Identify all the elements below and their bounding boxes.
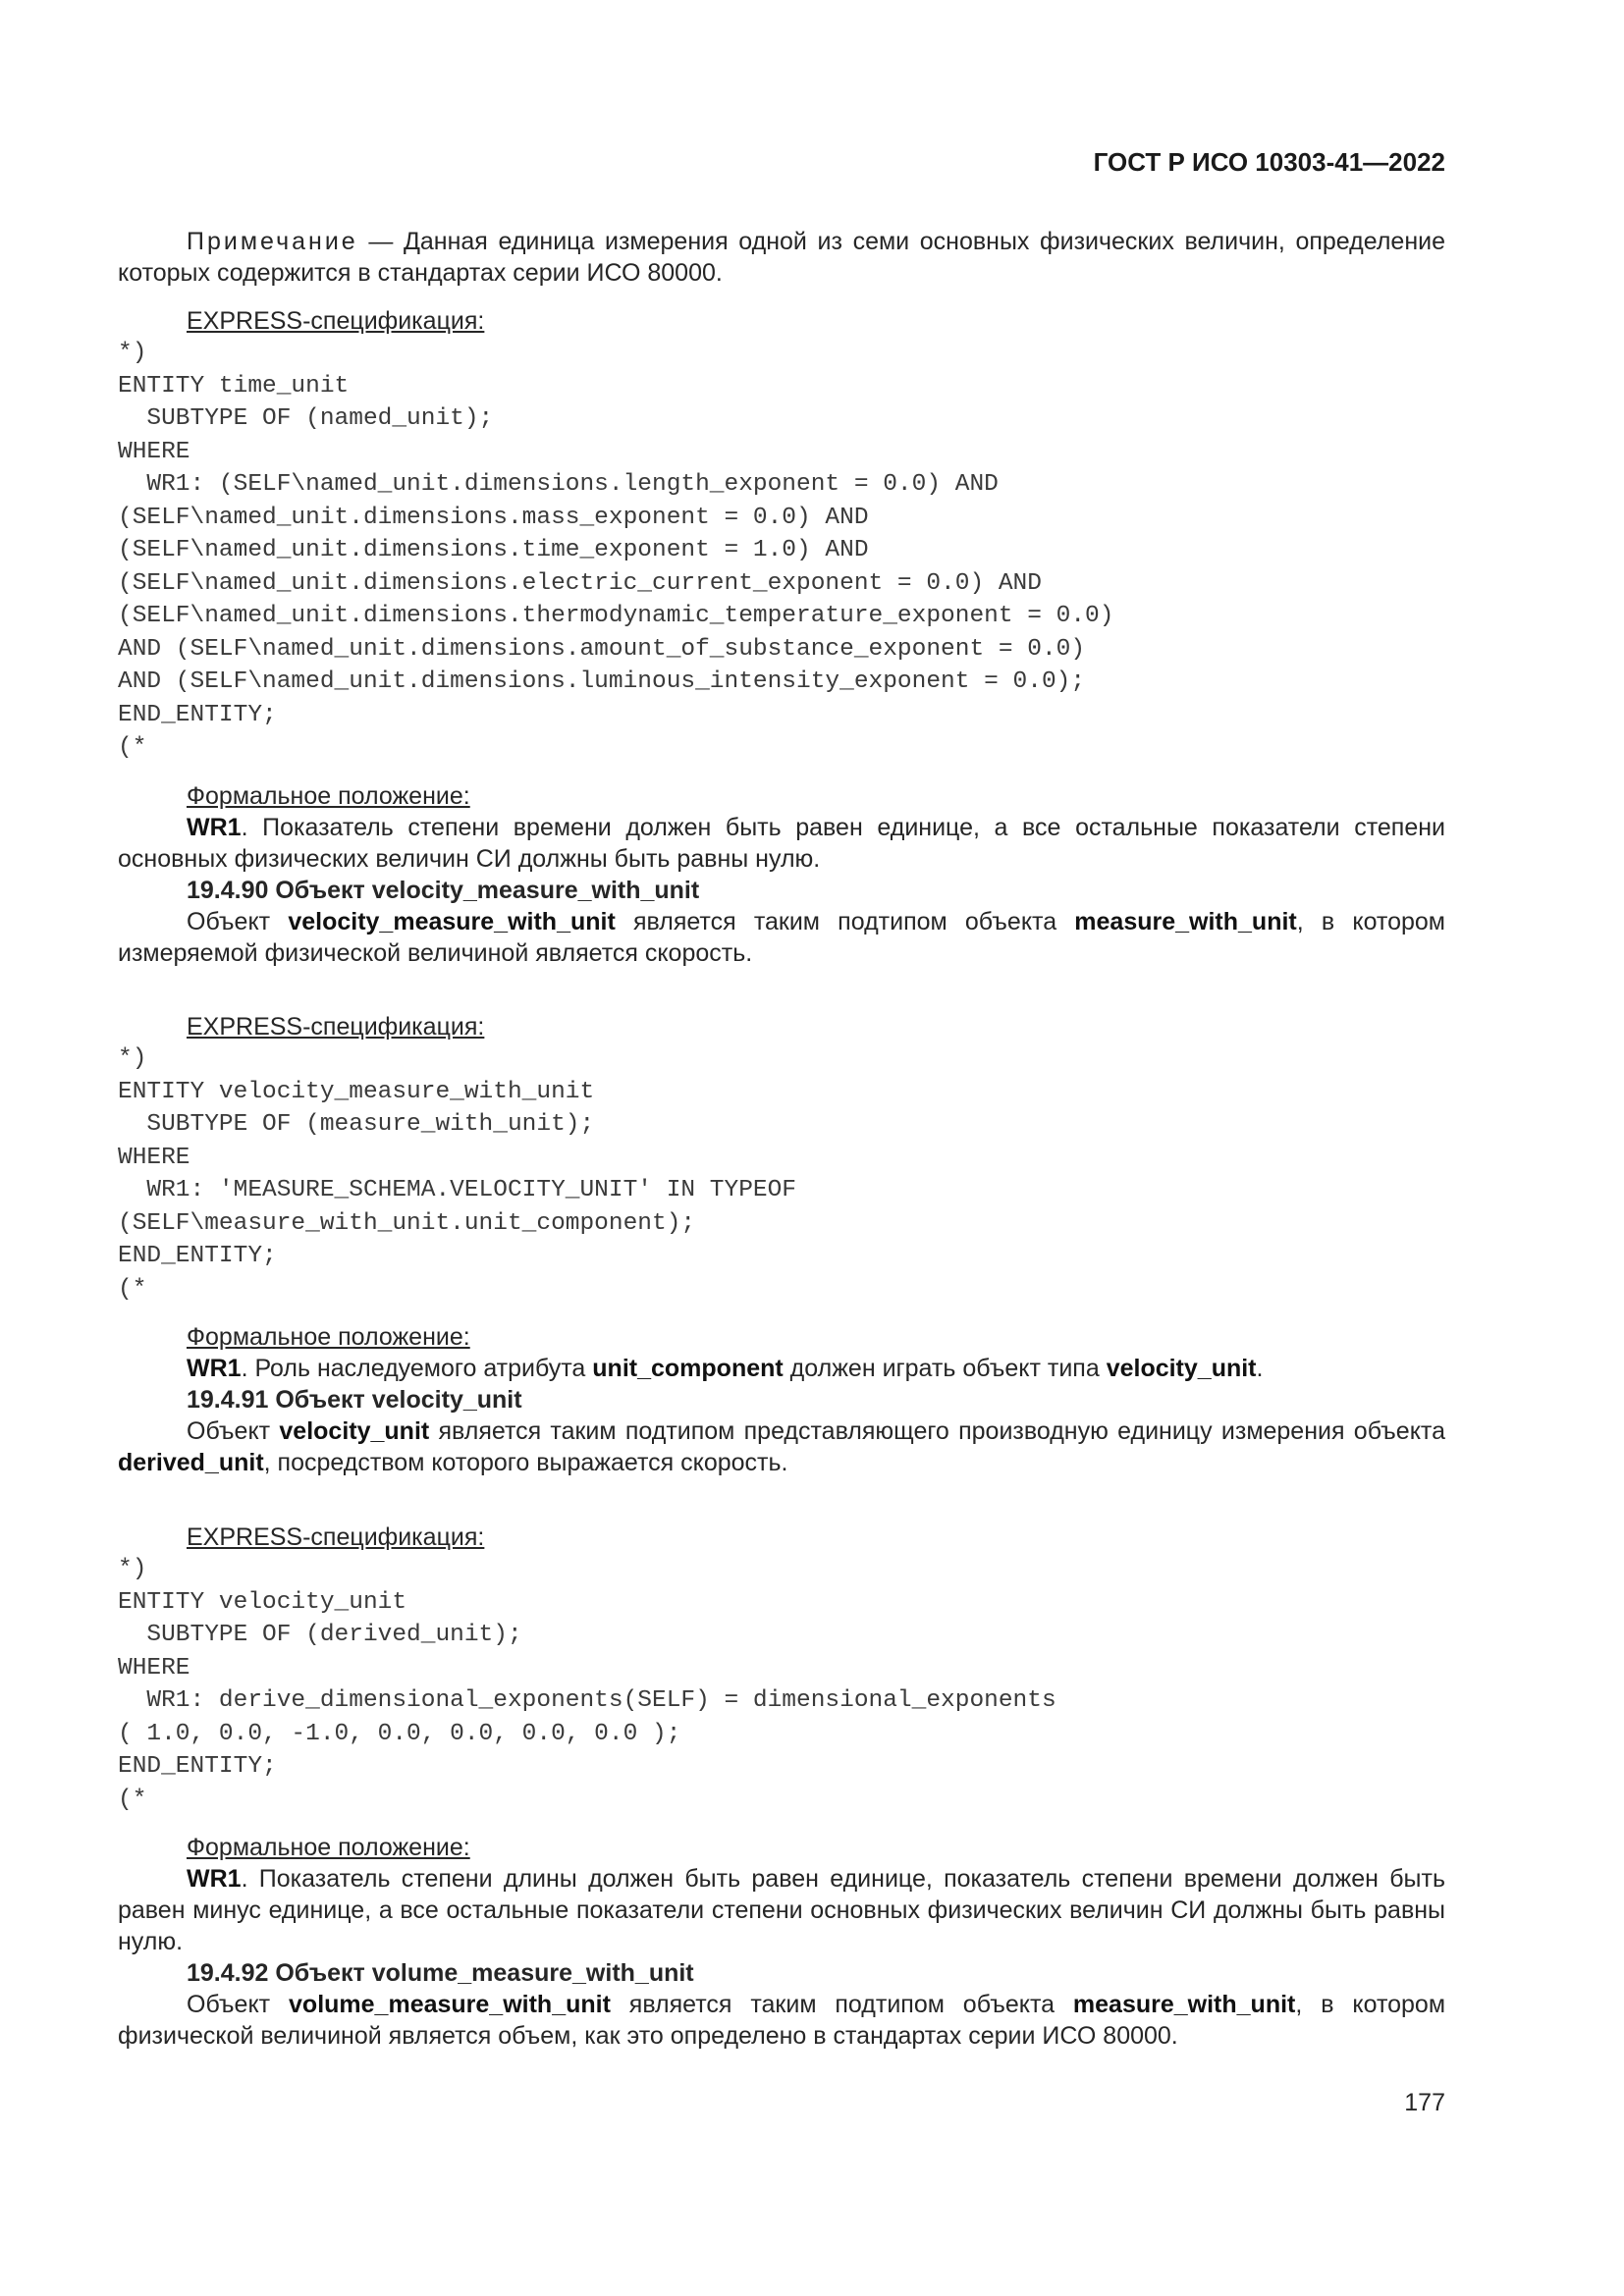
desc-text: является таким подтипом представляющего производную единицу измерения объекта [429, 1417, 1445, 1445]
volume-measure-description [118, 1989, 1445, 2052]
express-spec-label: EXPRESS-спецификация: [187, 1523, 485, 1551]
velocity-unit-description [118, 1415, 1445, 1478]
wr1-text: . [1256, 1355, 1264, 1382]
velocity-unit-code: *) ENTITY velocity_unit SUBTYPE OF (derived_unit); WHERE WR1: derive_dimensional_exponents(SELF) = dimensional_exponents ( 1.0, 0.0, -1.0, 0.0, 0.0, 0.0, 0.0 ); END_ENTITY; (* [118, 1556, 1056, 1813]
section-heading-19-4-90: 19.4.90 Объект velocity_measure_with_unit [187, 877, 700, 904]
time-unit-code: *) ENTITY time_unit SUBTYPE OF (named_unit); WHERE WR1: (SELF\named_unit.dimensions.length_exponent = 0.0) AND (SELF\named_unit.dimensions.mass_exponent = 0.0) AND (SELF\named_unit.dimensions.time_exponent = 1.0) AND (SELF\named_unit.dimensions.electric_current_exponent = 0.0) AND (SELF\named_unit.dimensions.thermodynamic_temperature_exponent = 0.0) AND (SELF\named_unit.dimensions.amount_of_substance_exponent = 0.0) AND (SELF\named_unit.dimensions.luminous_intensity_exponent = 0.0); END_ENTITY; (* [118, 340, 1114, 761]
entity-name: velocity_unit [1106, 1355, 1257, 1382]
wr1-label: WR1 [187, 1865, 242, 1893]
formal-label: Формальное положение: [187, 782, 470, 810]
document-header: ГОСТ Р ИСО 10303-41—2022 [1093, 147, 1445, 177]
note-label: Примечание [187, 228, 358, 255]
wr1-text: . Показатель степени длины должен быть равен единице, показатель степени времени должен быть равен минус единице, а все остальные показатели степени основных физических величин СИ должны быть равны нулю. [118, 1865, 1445, 1955]
velocity-unit-formal-block [118, 1832, 1445, 2052]
desc-text: , в котором измеряемой физической величиной является скорость. [118, 908, 1445, 967]
wr1-label: WR1 [187, 1355, 242, 1382]
desc-text: является таким подтипом объекта [615, 908, 1075, 935]
desc-text: является таким подтипом объекта [610, 1991, 1073, 2018]
wr1-text: должен играть объект типа [783, 1355, 1107, 1382]
desc-text: Объект [187, 908, 289, 935]
attribute-name: unit_component [592, 1355, 784, 1382]
entity-name: volume_measure_with_unit [289, 1991, 611, 2018]
formal-label: Формальное положение: [187, 1834, 470, 1861]
wr1-label: WR1 [187, 814, 242, 841]
desc-text: Объект [187, 1417, 280, 1445]
entity-name: velocity_unit [279, 1417, 430, 1445]
velocity-measure-formal-block [118, 1321, 1445, 1478]
velocity-measure-description [118, 906, 1445, 969]
express-spec-label: EXPRESS-спецификация: [187, 307, 485, 335]
entity-name: derived_unit [118, 1449, 264, 1476]
note-block [118, 226, 1445, 289]
wr1-text: . Показатель степени времени должен быть равен единице, а все остальные показатели степени основных физических величин СИ должны быть равны нулю. [118, 814, 1445, 873]
velocity-unit-express-block [118, 1522, 1445, 1816]
velocity-measure-code: *) ENTITY velocity_measure_with_unit SUBTYPE OF (measure_with_unit); WHERE WR1: 'MEASURE_SCHEMA.VELOCITY_UNIT' IN TYPEOF (SELF\measure_with_unit.unit_component); END_ENTITY; (* [118, 1045, 797, 1303]
velocity-measure-wr1 [118, 1353, 1445, 1384]
velocity-measure-express-block [118, 1011, 1445, 1306]
note-text: — Данная единица измерения одной из семи основных физических величин, определение которых содержится в стандартах серии ИСО 80000. [118, 228, 1445, 287]
express-spec-label: EXPRESS-спецификация: [187, 1013, 485, 1041]
entity-name: measure_with_unit [1074, 908, 1297, 935]
entity-name: measure_with_unit [1072, 1991, 1296, 2018]
formal-label: Формальное положение: [187, 1323, 470, 1351]
time-unit-formal-block [118, 780, 1445, 969]
note-paragraph [118, 226, 1445, 289]
desc-text: , в котором физической величиной является объем, как это определено в стандартах серии ИСО 80000. [118, 1991, 1446, 2050]
section-heading-19-4-91: 19.4.91 Объект velocity_unit [187, 1386, 522, 1414]
time-unit-wr1 [118, 812, 1445, 875]
desc-text: , посредством которого выражается скорость. [263, 1449, 788, 1476]
velocity-unit-wr1 [118, 1863, 1445, 1957]
entity-name: velocity_measure_with_unit [288, 908, 616, 935]
section-heading-19-4-92: 19.4.92 Объект volume_measure_with_unit [187, 1959, 694, 1987]
page-number: 177 [1404, 2089, 1445, 2116]
time-unit-express-block [118, 305, 1445, 765]
wr1-text: . Роль наследуемого атрибута [241, 1355, 593, 1382]
desc-text: Объект [187, 1991, 290, 2018]
